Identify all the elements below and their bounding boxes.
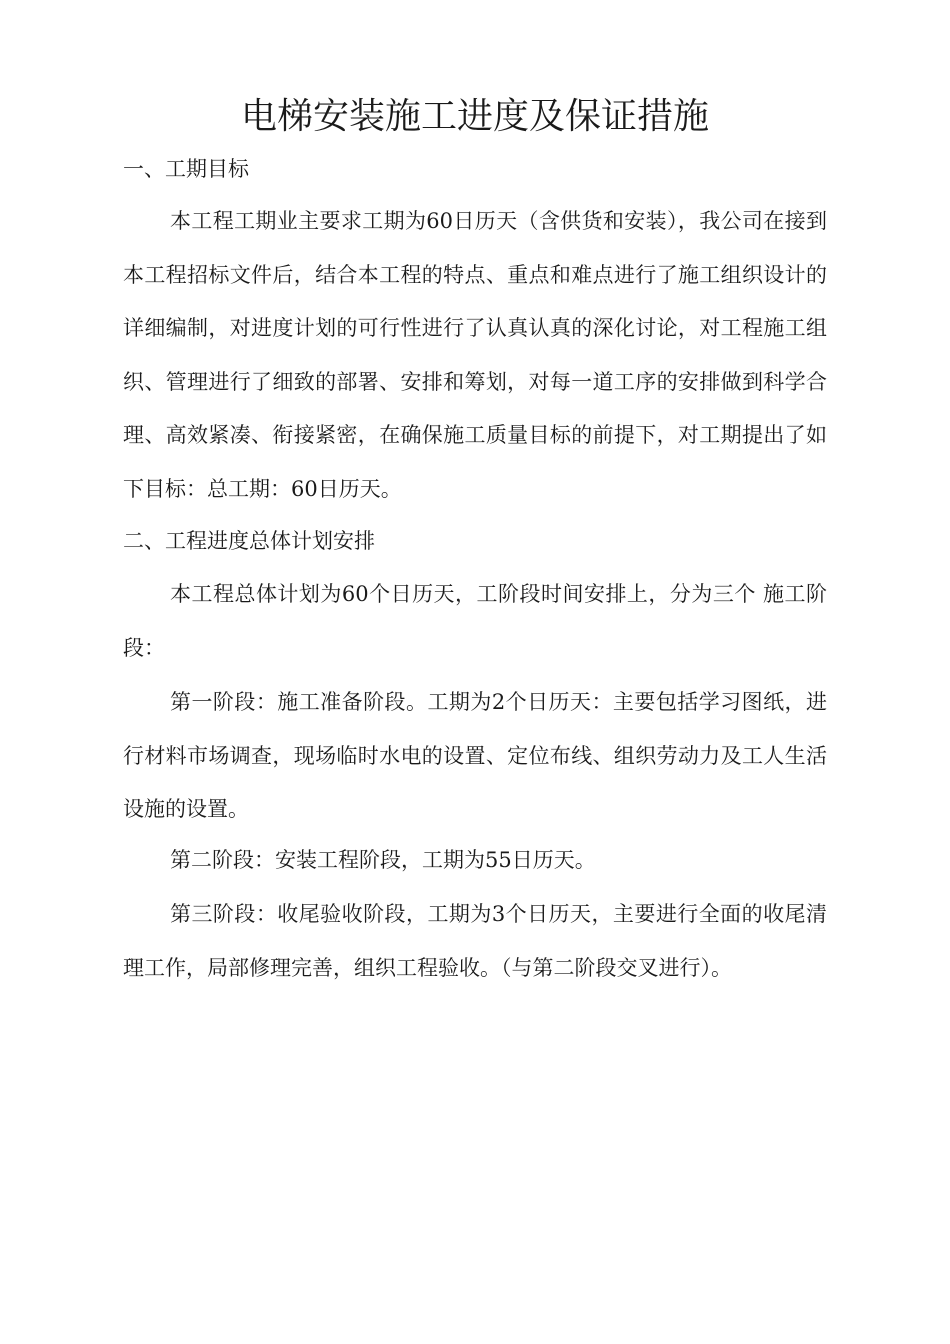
paragraph-phase-one: 第一阶段：施工准备阶段。工期为2个日历天：主要包括学习图纸，进行材料市场调查，现场临时水电的设置、定位布线、组织劳动力及工人生活设施的设置。 xyxy=(123,690,827,822)
paragraph-overall-plan: 本工程总体计划为60个日历天，工阶段时间安排上，分为三个 施工阶段： xyxy=(123,582,827,660)
section-heading-schedule-goal: 一、工期目标 xyxy=(123,157,249,181)
section-heading-overall-plan: 二、工程进度总体计划安排 xyxy=(123,529,375,553)
document-title: 电梯安装施工进度及保证措施 xyxy=(240,96,709,137)
paragraph-schedule-goal: 本工程工期业主要求工期为60日历天（含供货和安装），我公司在接到本工程招标文件后，结合本工程的特点、重点和难点进行了施工组织设计的详细编制，对进度计划的可行性进行了认真认真的深化讨论，对工程施工组织、管理进行了细致的部署、安排和筹划，对每一道工序的安排做到科学合理、高效紧凑、衔接紧密，在确保施工质量目标的前提下，对工期提出了如下目标：总工期：60日历天。 xyxy=(123,209,827,501)
paragraph-phase-three: 第三阶段：收尾验收阶段，工期为3个日历天，主要进行全面的收尾清理工作，局部修理完善，组织工程验收。（与第二阶段交叉进行）。 xyxy=(123,902,827,980)
paragraph-phase-two: 第二阶段：安装工程阶段，工期为55日历天。 xyxy=(170,848,596,872)
